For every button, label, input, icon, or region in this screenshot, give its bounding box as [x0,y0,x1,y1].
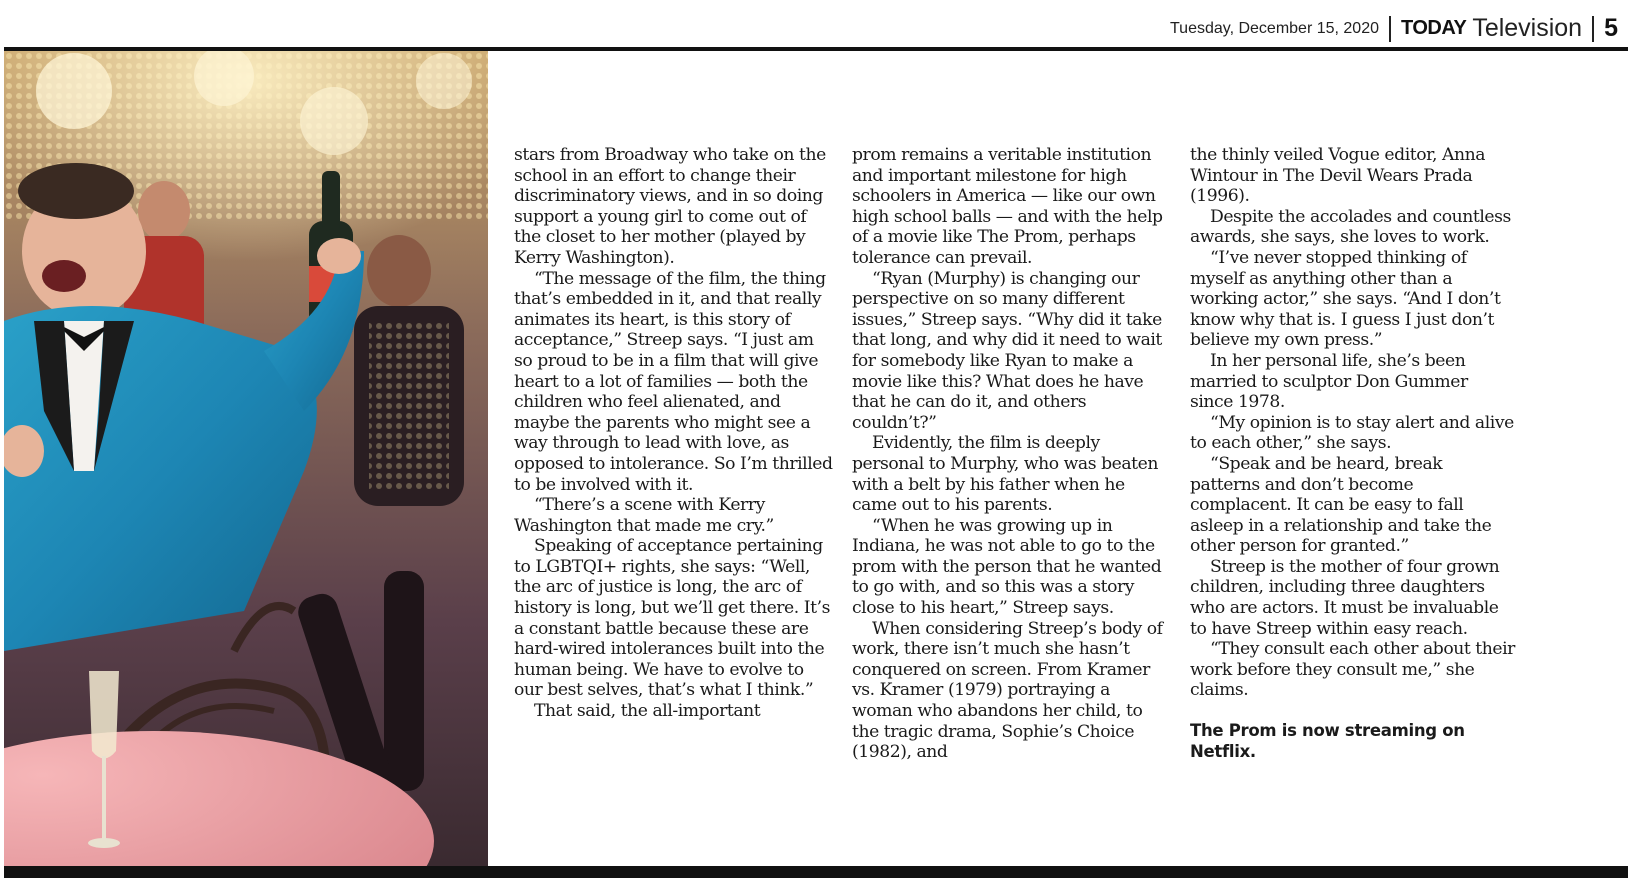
prom-celebration-photo [4,51,488,866]
header-divider [1592,16,1594,42]
article-paragraph: “The message of the film, the thing that’s embedded in it, and that really animates its heart, is this story of acceptance,” Streep says. “I just am so proud to be in a film that will give heart to a lot of families — both the children who feel alienated, and maybe the parents who might see a way through to lead with love, as opposed to intolerance. So I’m thrilled to be involved with it. [514,268,833,495]
article-paragraph: prom remains a veritable institution and important milestone for high schoolers in America — like our own high school balls — and with the help of a movie like The Prom, perhaps tolerance can prevail. [852,145,1163,268]
article-paragraph: “Speak and be heard, break patterns and don’t become complacent. It can be easy to fall asleep in a relationship and take the other person for granted.” [1190,453,1492,557]
article-paragraph: “There’s a scene with Kerry Washington that made me cry.” [514,495,774,536]
article-paragraph: In her personal life, she’s been married to sculptor Don Gummer since 1978. [1190,350,1468,413]
article-paragraph: stars from Broadway who take on the school in an effort to change their discriminatory views, and in so doing support a young girl to come out of the closet to her mother (played by Kerry Washington). [514,145,826,268]
article-paragraph: When considering Streep’s body of work, there isn’t much she hasn’t conquered on screen. From Kramer vs. Kramer (1979) portraying a woman who abandons her child, to the tragic drama, Sophie’s Choice (1982), and [852,618,1163,763]
article-paragraph: the thinly veiled Vogue editor, Anna Wintour in The Devil Wears Prada (1996). [1190,145,1486,207]
article-paragraph: “My opinion is to stay alert and alive to each other,” she says. [1190,412,1514,454]
article-paragraph: “When he was growing up in Indiana, he was not able to go to the prom with the person that he wanted to go with, and so this was a story close to his heart,” Streep says. [852,515,1162,619]
photo-illustration-icon [4,51,488,866]
article-paragraph: Streep is the mother of four grown children, including three daughters who are actors. It must be invaluable to have Streep within easy reach. [1190,556,1500,639]
article-column-3 [1190,145,1515,762]
article-column-1 [514,145,834,722]
header-divider [1389,16,1391,42]
section-name: Television [1472,14,1583,42]
top-rule [4,47,1628,51]
article-paragraph: That said, the all-important [534,701,761,722]
page-header [1170,14,1618,43]
article-paragraph: Speaking of acceptance pertaining to LGBTQI+ rights, she says: “Well, the arc of justice is long, the arc of history is long, but we’ll get there. It’s a constant battle because these are hard-wired intolerances built into the human being. We have to evolve to our best selves, that’s what I think.” [514,536,830,701]
article-paragraph: “They consult each other about their work before they consult me,” she claims. [1190,639,1515,701]
brand-logo: TODAY [1401,17,1467,39]
bottom-rule [4,866,1628,878]
article-paragraph: Despite the accolades and countless awards, she says, she loves to work. [1190,206,1511,248]
article-paragraph: “Ryan (Murphy) is changing our perspective on so many different issues,” Streep says. “Why did it take that long, and why did it need to wait for somebody like Ryan to make a movie like this? What does he have that he can do it, and others couldn’t?” [852,268,1162,433]
streaming-tagline: The Prom is now streaming on Netflix. [1190,721,1465,761]
article-paragraph: “I’ve never stopped thinking of myself as anything other than a working actor,” she says. “And I don’t know why that is. I guess I just don’t believe my own press.” [1190,247,1501,351]
article-column-2 [852,145,1172,763]
article-paragraph: Evidently, the film is deeply personal to Murphy, who was beaten with a belt by his father when he came out to his parents. [852,433,1158,516]
page-number: 5 [1604,14,1618,42]
issue-date: Tuesday, December 15, 2020 [1169,19,1379,37]
